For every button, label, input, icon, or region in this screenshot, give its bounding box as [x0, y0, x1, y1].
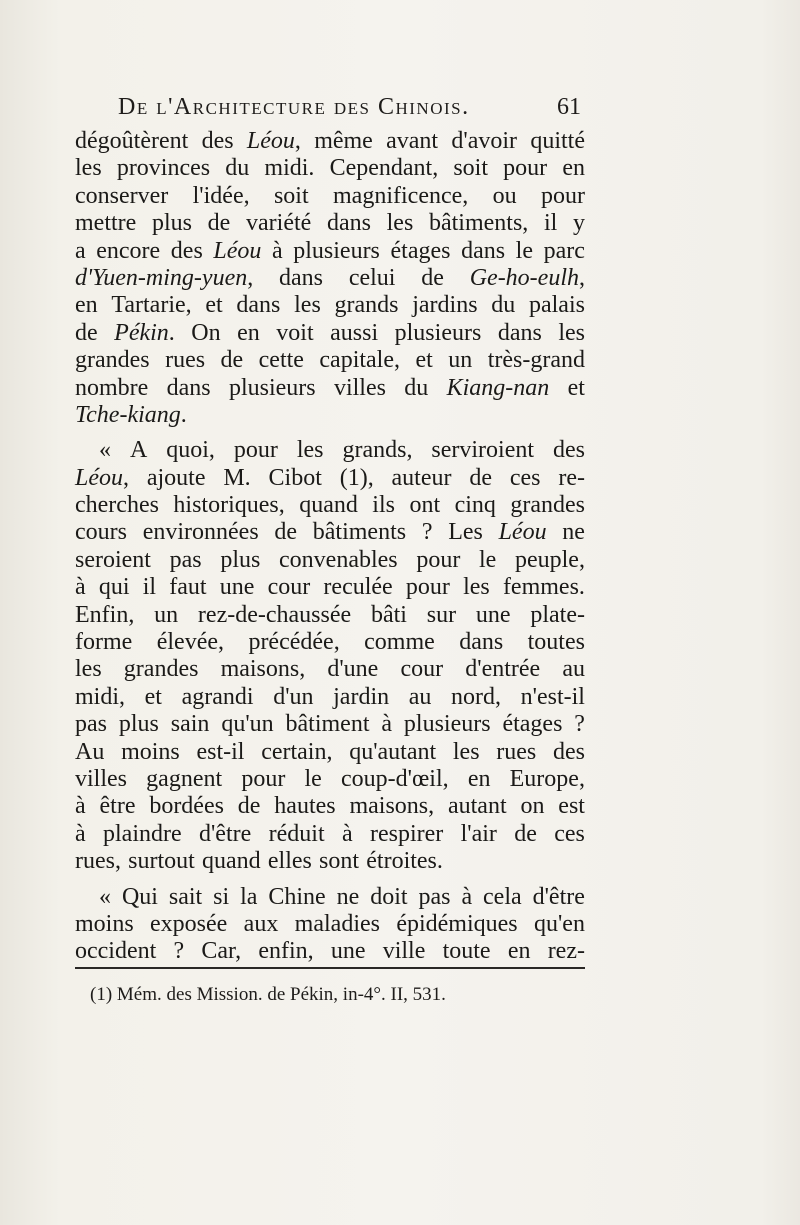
word: le: [304, 765, 322, 792]
word: sain: [170, 711, 210, 738]
word: un: [448, 347, 473, 374]
footnote: (1) Mém. des Mission. de Pékin, in-4°. II, 531.: [90, 984, 446, 1005]
word: à: [461, 883, 473, 910]
word: re-: [558, 464, 585, 491]
word: très-grand: [487, 347, 585, 374]
word: ils: [372, 492, 395, 519]
word: plaindre: [103, 820, 182, 847]
word: de: [514, 820, 537, 847]
word: élevée,: [156, 629, 225, 656]
word: [447, 375, 550, 402]
word: quitté: [530, 128, 585, 154]
word: [213, 238, 261, 265]
word: occident: [75, 938, 157, 965]
word: encore: [96, 237, 161, 264]
word: ?: [574, 711, 585, 738]
word: n'est-il: [520, 683, 585, 710]
word: une: [475, 601, 511, 628]
word: Enfin,: [75, 601, 135, 628]
word: Chine: [268, 883, 326, 910]
word: dans: [326, 210, 371, 237]
word: Léou,: [75, 464, 129, 491]
word: d'être: [532, 883, 585, 910]
word: femmes.: [502, 574, 585, 601]
italic-word: Kiang-nan: [446, 374, 550, 401]
text-line: [75, 238, 585, 265]
word: dans: [279, 264, 324, 291]
word: moins: [121, 738, 180, 765]
word: toutes: [527, 629, 585, 656]
word: seroient: [75, 546, 151, 573]
word: les: [452, 738, 480, 765]
word: d'un: [273, 683, 314, 710]
word: qu'en: [533, 910, 585, 937]
word: du: [491, 292, 516, 319]
word: rez-de-chaussée: [197, 601, 352, 628]
word: l'idée,: [192, 182, 250, 209]
word: d'avoir: [451, 128, 518, 154]
text-line: [75, 292, 585, 319]
word: même: [314, 128, 373, 154]
word: coup-d'œil,: [341, 765, 449, 792]
text-line: [75, 128, 585, 155]
word: de: [237, 793, 261, 820]
text-line: [75, 938, 585, 965]
word: en: [562, 155, 585, 182]
word: à: [75, 793, 86, 820]
word: qu'autant: [349, 738, 437, 765]
word: la: [240, 883, 258, 910]
word: Tartarie,: [111, 292, 192, 319]
text-line: [75, 265, 585, 292]
word: jardins: [412, 292, 478, 319]
word: quand: [202, 848, 261, 875]
word: soit: [453, 155, 489, 182]
word: pas: [75, 711, 107, 738]
word: les: [294, 292, 321, 319]
word: des: [170, 237, 203, 264]
word: celui: [348, 264, 396, 291]
word: d'Yuen-ming-yuen,: [75, 264, 254, 291]
word: jardin: [333, 683, 390, 710]
text-line: [75, 375, 585, 402]
word: d'être: [198, 820, 252, 847]
word: Car,: [201, 938, 242, 965]
word: dans: [236, 292, 281, 319]
word: étages: [390, 237, 451, 264]
word: du: [404, 374, 429, 401]
word: plus: [151, 210, 192, 237]
word: ?: [173, 938, 185, 965]
word: respirer: [369, 820, 444, 847]
word: et: [144, 683, 162, 710]
word: dans: [497, 319, 542, 346]
word: maisons,: [220, 656, 306, 683]
paragraph-gap: [75, 876, 585, 884]
word: [499, 519, 547, 546]
word: avant: [386, 128, 439, 154]
italic-word: Tche-kiang: [75, 401, 181, 428]
word: quand: [299, 492, 358, 519]
text-line: [75, 402, 585, 429]
word: bâti: [370, 601, 407, 628]
text-line: [75, 492, 585, 519]
word: à: [271, 237, 283, 264]
word: dans: [166, 374, 211, 401]
word: pour: [541, 182, 585, 209]
word: et: [567, 374, 585, 401]
word: historiques,: [173, 492, 285, 519]
word: en: [507, 938, 531, 965]
word: plus: [220, 546, 261, 573]
word: parc: [543, 237, 585, 264]
word: faut: [169, 574, 207, 601]
word: maisons,: [349, 793, 435, 820]
word: conserver: [75, 182, 169, 209]
word: palais: [528, 292, 585, 319]
word: grandes: [75, 347, 150, 374]
word: plusieurs: [293, 237, 380, 264]
word: étages: [502, 711, 563, 738]
italic-word: Léou: [75, 464, 123, 491]
word: Léou,: [246, 128, 301, 154]
word: à: [341, 820, 353, 847]
word: (1),: [339, 464, 374, 491]
word: on: [520, 793, 545, 820]
word: ces: [509, 464, 541, 491]
word: plus: [118, 711, 159, 738]
italic-word: Léou: [246, 128, 295, 154]
text-line: [75, 766, 585, 793]
word: variété: [246, 210, 312, 237]
word: rez-: [547, 938, 585, 965]
word: mettre: [75, 210, 137, 237]
word: ces: [554, 820, 585, 847]
word: bâtiment: [285, 711, 370, 738]
word: ville: [382, 938, 426, 965]
word: pour: [233, 437, 278, 464]
word: nombre: [75, 374, 149, 401]
word: toute: [442, 938, 491, 965]
word: de: [220, 347, 244, 374]
word: «: [99, 883, 111, 910]
word: et: [415, 347, 433, 374]
word: enfin,: [258, 938, 314, 965]
word: ajoute: [146, 464, 206, 491]
word: Qui: [121, 883, 158, 910]
text-line: [75, 320, 585, 347]
word: bordées: [149, 793, 224, 820]
word: voit: [276, 319, 314, 346]
word: le: [515, 237, 533, 264]
word: des: [201, 128, 234, 154]
word: cela: [483, 883, 522, 910]
text-line: [75, 711, 585, 738]
word: ne: [562, 519, 585, 546]
word: soit: [273, 182, 309, 209]
word: magnificence,: [333, 182, 469, 209]
paragraph-gap: [75, 429, 585, 437]
word: qu'un: [221, 711, 274, 738]
word: grands,: [342, 437, 413, 464]
word: des: [552, 738, 585, 765]
word: de: [75, 319, 98, 346]
word: plusieurs: [228, 374, 316, 401]
word: le: [478, 546, 497, 573]
text-line: [75, 739, 585, 766]
word: sait: [168, 883, 203, 910]
page-number: 61: [557, 94, 581, 120]
word: certain,: [261, 738, 333, 765]
word: pas: [418, 883, 451, 910]
word: grandes: [510, 492, 585, 519]
word: midi,: [75, 683, 126, 710]
word: est: [558, 793, 585, 820]
word: dans: [461, 237, 506, 264]
text-line: [75, 210, 585, 237]
word: au: [408, 683, 432, 710]
word: au: [562, 656, 585, 683]
text-line: [75, 629, 585, 656]
text-line: [75, 793, 585, 820]
word: quoi,: [166, 437, 215, 464]
word: plusieurs: [394, 319, 482, 346]
word: les: [463, 574, 490, 601]
word: y: [573, 210, 585, 237]
word: cette: [258, 347, 304, 374]
text-line: [75, 884, 585, 911]
word: forme: [75, 629, 133, 656]
word: sur: [426, 601, 457, 628]
word: de: [421, 264, 444, 291]
italic-word: Léou: [498, 519, 547, 546]
word: nord,: [451, 683, 502, 710]
word: M.: [223, 464, 251, 491]
word: sont: [319, 848, 360, 875]
word: précédée,: [248, 629, 340, 656]
word: les: [386, 210, 414, 237]
word: plusieurs: [403, 711, 491, 738]
word: ?: [421, 519, 433, 546]
italic-word: Ge-ho-eulh: [469, 264, 579, 291]
text-line: [75, 848, 585, 875]
word: cour: [400, 656, 444, 683]
word: les: [75, 155, 102, 182]
word: étroites.: [366, 848, 443, 875]
word: pour: [503, 155, 548, 182]
word: dégoûtèrent: [75, 128, 189, 154]
word: a: [75, 237, 86, 264]
word: environnées: [142, 519, 259, 546]
word: rues: [165, 347, 206, 374]
word: Cependant,: [329, 155, 439, 182]
word: une: [219, 574, 255, 601]
word: si: [213, 883, 230, 910]
word: Pékin.: [114, 319, 175, 346]
word: villes: [333, 374, 386, 401]
text-line: [75, 684, 585, 711]
text-line: [75, 347, 585, 374]
word: A: [129, 437, 148, 464]
word: plate-: [530, 601, 585, 628]
text-line: [75, 821, 585, 848]
word: capitale,: [319, 347, 401, 374]
word: un: [154, 601, 179, 628]
word: exposée: [150, 910, 228, 937]
text-line: [75, 183, 585, 210]
word: en: [237, 319, 260, 346]
word: reculée: [323, 574, 393, 601]
word: de: [469, 464, 492, 491]
word: cinq: [454, 492, 496, 519]
word: cours: [75, 519, 127, 546]
word: pour: [405, 574, 450, 601]
word: ou: [492, 182, 517, 209]
word: rues,: [75, 848, 121, 875]
word: à: [75, 820, 86, 847]
word: peuple,: [514, 546, 585, 573]
word: autant: [447, 793, 507, 820]
word: de: [207, 210, 231, 237]
text-line: [75, 519, 585, 546]
word: agrandi: [181, 683, 254, 710]
word: l'air: [460, 820, 497, 847]
word: les: [296, 437, 324, 464]
italic-word: Pékin: [114, 319, 169, 346]
text-line: [75, 437, 585, 464]
text-line: [75, 547, 585, 574]
word: cour: [267, 574, 311, 601]
word: pour: [416, 546, 461, 573]
word: rues: [496, 738, 537, 765]
italic-word: d'Yuen-ming-yuen: [75, 264, 248, 291]
word: Cibot: [268, 464, 322, 491]
word: à: [381, 711, 393, 738]
word: maladies: [294, 910, 380, 937]
word: du: [225, 155, 250, 182]
word: ont: [409, 492, 441, 519]
word: être: [99, 793, 136, 820]
word: grands: [334, 292, 399, 319]
word: auteur: [391, 464, 452, 491]
word: il: [142, 574, 157, 601]
word: grandes: [123, 656, 199, 683]
word: pour: [241, 765, 286, 792]
text-line: [75, 602, 585, 629]
word: surtout: [128, 848, 195, 875]
word: à: [75, 574, 86, 601]
word: midi.: [264, 155, 315, 182]
word: cherches: [75, 492, 159, 519]
text-line: [75, 465, 585, 492]
word: Au: [75, 738, 105, 765]
word: d'une: [327, 656, 379, 683]
word: bâtiments,: [428, 210, 529, 237]
word: On: [191, 319, 221, 346]
word: comme: [364, 629, 435, 656]
word: les: [75, 656, 102, 683]
word: les: [558, 319, 585, 346]
word: épidémiques: [396, 910, 518, 937]
word: qui: [98, 574, 130, 601]
word: «: [99, 437, 111, 464]
word: est-il: [196, 738, 245, 765]
word: gagnent: [146, 765, 223, 792]
word: Ge-ho-eulh,: [469, 264, 585, 291]
text-line: [75, 656, 585, 683]
word: Europe,: [509, 765, 585, 792]
word: villes: [75, 765, 127, 792]
running-title: De l'Architecture des Chinois.: [118, 94, 470, 120]
word: dans: [459, 629, 504, 656]
word: convenables: [279, 546, 398, 573]
word: en: [467, 765, 491, 792]
word: hautes: [274, 793, 336, 820]
word: bâtiments: [312, 519, 407, 546]
word: ne: [336, 883, 360, 910]
word: une: [330, 938, 366, 965]
word: il: [543, 210, 558, 237]
word: pas: [169, 546, 202, 573]
word: de: [274, 519, 298, 546]
word: en: [75, 292, 98, 319]
text-line: [75, 155, 585, 182]
text-line: [75, 911, 585, 938]
word: des: [552, 437, 585, 464]
word: aux: [243, 910, 279, 937]
italic-word: Léou: [213, 237, 262, 264]
word: serviroient: [431, 437, 535, 464]
text-line: [75, 574, 585, 601]
word: et: [205, 292, 223, 319]
footnote-rule: [75, 967, 585, 969]
word: Les: [448, 519, 483, 546]
body-text: [75, 128, 585, 966]
word: réduit: [268, 820, 325, 847]
word: moins: [75, 910, 134, 937]
word: aussi: [330, 319, 379, 346]
word: elles: [267, 848, 312, 875]
word: d'entrée: [465, 656, 541, 683]
word: provinces: [116, 155, 211, 182]
word: Tche-kiang.: [75, 401, 187, 428]
word: doit: [370, 883, 408, 910]
